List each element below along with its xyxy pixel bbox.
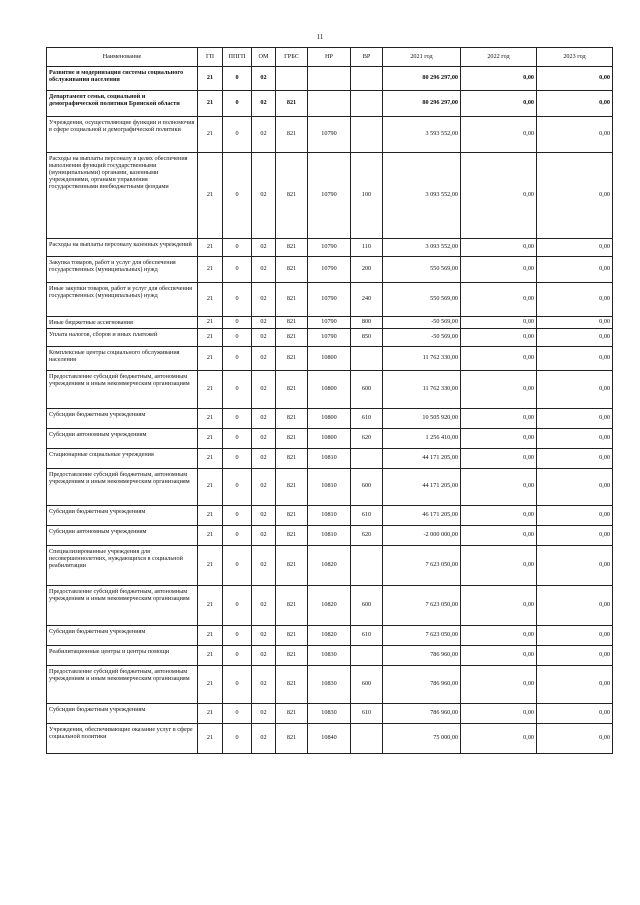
table-row — [47, 328, 613, 346]
cell-2021: 786 960,00 — [383, 703, 461, 723]
cell-ppgp: 0 — [223, 448, 252, 468]
cell-2022: 0,00 — [461, 505, 537, 525]
header-name: Наименование — [47, 48, 198, 67]
cell-gp: 21 — [198, 468, 223, 505]
cell-2022: 0,00 — [461, 703, 537, 723]
cell-grbs: 821 — [276, 723, 308, 753]
cell-ppgp: 0 — [223, 283, 252, 317]
cell-vr: 100 — [351, 153, 383, 239]
cell-ppgp: 0 — [223, 428, 252, 448]
cell-2022: 0,00 — [461, 665, 537, 703]
cell-vr: 850 — [351, 328, 383, 346]
cell-2021: 3 593 552,00 — [383, 117, 461, 153]
cell-2021: -50 569,00 — [383, 317, 461, 329]
cell-om: 02 — [252, 153, 276, 239]
cell-vr: 200 — [351, 257, 383, 283]
table-row — [47, 239, 613, 257]
cell-gp: 21 — [198, 665, 223, 703]
cell-ppgp: 0 — [223, 328, 252, 346]
cell-ppgp: 0 — [223, 505, 252, 525]
header-nr: НР — [308, 48, 351, 67]
cell-name: Субсидии автономным учреждениям — [47, 428, 198, 448]
cell-gp: 21 — [198, 525, 223, 545]
cell-grbs: 821 — [276, 525, 308, 545]
cell-2022: 0,00 — [461, 67, 537, 91]
cell-2023: 0,00 — [537, 370, 613, 408]
cell-om: 02 — [252, 525, 276, 545]
cell-gp: 21 — [198, 645, 223, 665]
cell-2021: -2 000 000,00 — [383, 525, 461, 545]
cell-gp: 21 — [198, 67, 223, 91]
cell-gp: 21 — [198, 545, 223, 585]
cell-ppgp: 0 — [223, 317, 252, 329]
cell-grbs: 821 — [276, 283, 308, 317]
cell-2021: 786 960,00 — [383, 645, 461, 665]
cell-ppgp: 0 — [223, 645, 252, 665]
cell-2022: 0,00 — [461, 370, 537, 408]
table-row — [47, 525, 613, 545]
cell-name: Иные бюджетные ассигнования — [47, 317, 198, 329]
cell-nr: 10830 — [308, 645, 351, 665]
table-row — [47, 283, 613, 317]
cell-grbs: 821 — [276, 505, 308, 525]
cell-vr: 610 — [351, 703, 383, 723]
cell-2021: 10 505 920,00 — [383, 408, 461, 428]
cell-grbs: 821 — [276, 545, 308, 585]
cell-om: 02 — [252, 117, 276, 153]
cell-ppgp: 0 — [223, 408, 252, 428]
cell-gp: 21 — [198, 703, 223, 723]
cell-2021: 7 623 050,00 — [383, 585, 461, 625]
cell-2023: 0,00 — [537, 117, 613, 153]
cell-2023: 0,00 — [537, 585, 613, 625]
table-row — [47, 370, 613, 408]
cell-gp: 21 — [198, 153, 223, 239]
table-header-row — [47, 48, 613, 67]
cell-om: 02 — [252, 239, 276, 257]
cell-2023: 0,00 — [537, 239, 613, 257]
cell-nr: 10800 — [308, 346, 351, 370]
cell-grbs: 821 — [276, 117, 308, 153]
header-gp: ГП — [198, 48, 223, 67]
cell-gp: 21 — [198, 370, 223, 408]
cell-om: 02 — [252, 665, 276, 703]
cell-nr: 10790 — [308, 257, 351, 283]
cell-2023: 0,00 — [537, 67, 613, 91]
cell-vr — [351, 91, 383, 117]
cell-2023: 0,00 — [537, 723, 613, 753]
cell-2022: 0,00 — [461, 153, 537, 239]
cell-2022: 0,00 — [461, 525, 537, 545]
cell-2021: 11 762 330,00 — [383, 370, 461, 408]
cell-2021: 3 093 552,00 — [383, 239, 461, 257]
cell-name: Предоставление субсидий бюджетным, автономным учреждениям и иным некоммерческим организациям — [47, 585, 198, 625]
cell-om: 02 — [252, 257, 276, 283]
cell-grbs: 821 — [276, 153, 308, 239]
cell-2021: 75 000,00 — [383, 723, 461, 753]
table-row — [47, 468, 613, 505]
cell-om: 02 — [252, 585, 276, 625]
cell-2023: 0,00 — [537, 317, 613, 329]
table-row — [47, 153, 613, 239]
cell-vr — [351, 723, 383, 753]
cell-om: 02 — [252, 317, 276, 329]
table-row — [47, 703, 613, 723]
table-row — [47, 625, 613, 645]
cell-om: 02 — [252, 645, 276, 665]
cell-gp: 21 — [198, 428, 223, 448]
cell-2021: 80 296 297,00 — [383, 91, 461, 117]
cell-gp: 21 — [198, 625, 223, 645]
cell-vr: 600 — [351, 370, 383, 408]
cell-om: 02 — [252, 91, 276, 117]
cell-name: Субсидии бюджетным учреждениям — [47, 703, 198, 723]
cell-gp: 21 — [198, 505, 223, 525]
cell-nr: 10800 — [308, 408, 351, 428]
cell-name: Субсидии бюджетным учреждениям — [47, 625, 198, 645]
cell-vr: 600 — [351, 585, 383, 625]
cell-2021: 80 296 297,00 — [383, 67, 461, 91]
cell-2022: 0,00 — [461, 723, 537, 753]
cell-2023: 0,00 — [537, 428, 613, 448]
header-vr: ВР — [351, 48, 383, 67]
cell-gp: 21 — [198, 328, 223, 346]
cell-ppgp: 0 — [223, 665, 252, 703]
cell-grbs: 821 — [276, 468, 308, 505]
cell-2022: 0,00 — [461, 317, 537, 329]
cell-ppgp: 0 — [223, 117, 252, 153]
cell-name: Субсидии автономным учреждениям — [47, 525, 198, 545]
cell-nr: 10790 — [308, 328, 351, 346]
cell-2023: 0,00 — [537, 283, 613, 317]
cell-grbs: 821 — [276, 645, 308, 665]
cell-2023: 0,00 — [537, 665, 613, 703]
table-row — [47, 117, 613, 153]
cell-vr: 110 — [351, 239, 383, 257]
cell-name: Развитие и модернизация системы социального обслуживания населения — [47, 67, 198, 91]
cell-gp: 21 — [198, 117, 223, 153]
cell-om: 02 — [252, 346, 276, 370]
cell-nr: 10790 — [308, 153, 351, 239]
cell-vr: 620 — [351, 428, 383, 448]
cell-om: 02 — [252, 448, 276, 468]
cell-2021: 1 256 410,00 — [383, 428, 461, 448]
cell-nr: 10790 — [308, 117, 351, 153]
cell-name: Предоставление субсидий бюджетным, автономным учреждениям и иным некоммерческим организациям — [47, 370, 198, 408]
cell-nr — [308, 67, 351, 91]
cell-name: Комплексные центры социального обслуживания населения — [47, 346, 198, 370]
cell-2023: 0,00 — [537, 408, 613, 428]
cell-nr: 10810 — [308, 468, 351, 505]
cell-2021: 7 623 050,00 — [383, 625, 461, 645]
cell-vr: 610 — [351, 505, 383, 525]
cell-name: Департамент семьи, социальной и демографической политики Брянской области — [47, 91, 198, 117]
cell-ppgp: 0 — [223, 153, 252, 239]
cell-gp: 21 — [198, 585, 223, 625]
cell-2022: 0,00 — [461, 257, 537, 283]
cell-nr — [308, 91, 351, 117]
cell-vr: 610 — [351, 408, 383, 428]
cell-om: 02 — [252, 370, 276, 408]
cell-om: 02 — [252, 703, 276, 723]
cell-gp: 21 — [198, 283, 223, 317]
cell-ppgp: 0 — [223, 723, 252, 753]
table-row — [47, 505, 613, 525]
cell-2021: 550 569,00 — [383, 283, 461, 317]
cell-vr — [351, 346, 383, 370]
cell-2022: 0,00 — [461, 428, 537, 448]
cell-2022: 0,00 — [461, 545, 537, 585]
cell-nr: 10810 — [308, 448, 351, 468]
cell-nr: 10830 — [308, 665, 351, 703]
table-row — [47, 545, 613, 585]
header-2022: 2022 год — [461, 48, 537, 67]
cell-nr: 10800 — [308, 428, 351, 448]
header-om: ОМ — [252, 48, 276, 67]
page-number: 11 — [316, 33, 324, 41]
cell-ppgp: 0 — [223, 545, 252, 585]
cell-grbs: 821 — [276, 428, 308, 448]
table-row — [47, 428, 613, 448]
cell-name: Субсидии бюджетным учреждениям — [47, 408, 198, 428]
cell-name: Закупка товаров, работ и услуг для обеспечения государственных (муниципальных) нужд — [47, 257, 198, 283]
cell-gp: 21 — [198, 346, 223, 370]
cell-2022: 0,00 — [461, 346, 537, 370]
cell-grbs: 821 — [276, 317, 308, 329]
cell-2023: 0,00 — [537, 448, 613, 468]
table-row — [47, 408, 613, 428]
cell-ppgp: 0 — [223, 585, 252, 625]
cell-vr: 620 — [351, 525, 383, 545]
cell-2023: 0,00 — [537, 505, 613, 525]
cell-name: Предоставление субсидий бюджетным, автономным учреждениям и иным некоммерческим организациям — [47, 468, 198, 505]
cell-nr: 10840 — [308, 723, 351, 753]
cell-nr: 10820 — [308, 585, 351, 625]
cell-2022: 0,00 — [461, 468, 537, 505]
cell-ppgp: 0 — [223, 370, 252, 408]
cell-grbs: 821 — [276, 665, 308, 703]
cell-2022: 0,00 — [461, 585, 537, 625]
cell-2023: 0,00 — [537, 91, 613, 117]
cell-ppgp: 0 — [223, 468, 252, 505]
cell-vr — [351, 545, 383, 585]
cell-om: 02 — [252, 505, 276, 525]
cell-2023: 0,00 — [537, 525, 613, 545]
cell-2021: 550 569,00 — [383, 257, 461, 283]
cell-2022: 0,00 — [461, 91, 537, 117]
cell-grbs: 821 — [276, 239, 308, 257]
cell-ppgp: 0 — [223, 703, 252, 723]
table-row — [47, 67, 613, 91]
cell-2022: 0,00 — [461, 645, 537, 665]
cell-2022: 0,00 — [461, 239, 537, 257]
cell-nr: 10790 — [308, 317, 351, 329]
cell-om: 02 — [252, 723, 276, 753]
cell-2023: 0,00 — [537, 257, 613, 283]
cell-grbs: 821 — [276, 257, 308, 283]
cell-vr: 600 — [351, 665, 383, 703]
cell-gp: 21 — [198, 91, 223, 117]
cell-vr — [351, 117, 383, 153]
cell-nr: 10800 — [308, 370, 351, 408]
table-row — [47, 91, 613, 117]
table-row — [47, 317, 613, 329]
cell-vr: 800 — [351, 317, 383, 329]
cell-grbs: 821 — [276, 328, 308, 346]
cell-2022: 0,00 — [461, 283, 537, 317]
cell-vr: 600 — [351, 468, 383, 505]
cell-grbs: 821 — [276, 448, 308, 468]
cell-om: 02 — [252, 328, 276, 346]
cell-2021: 3 093 552,00 — [383, 153, 461, 239]
table-body — [47, 67, 613, 754]
cell-vr — [351, 645, 383, 665]
cell-name: Стационарные социальные учреждения — [47, 448, 198, 468]
table-row — [47, 665, 613, 703]
cell-2022: 0,00 — [461, 408, 537, 428]
cell-ppgp: 0 — [223, 239, 252, 257]
cell-ppgp: 0 — [223, 67, 252, 91]
cell-ppgp: 0 — [223, 91, 252, 117]
cell-gp: 21 — [198, 239, 223, 257]
cell-gp: 21 — [198, 317, 223, 329]
cell-om: 02 — [252, 545, 276, 585]
cell-name: Реабилитационные центры и центры помощи — [47, 645, 198, 665]
cell-grbs: 821 — [276, 408, 308, 428]
table-row — [47, 723, 613, 753]
cell-om: 02 — [252, 428, 276, 448]
cell-name: Специализированные учреждения для несовершеннолетних, нуждающихся в социальной реабилитации — [47, 545, 198, 585]
cell-om: 02 — [252, 67, 276, 91]
cell-vr: 610 — [351, 625, 383, 645]
table-row — [47, 585, 613, 625]
cell-om: 02 — [252, 408, 276, 428]
cell-ppgp: 0 — [223, 525, 252, 545]
cell-name: Учреждения, обеспечивающие оказание услуг в сфере социальной политики — [47, 723, 198, 753]
table-row — [47, 645, 613, 665]
cell-om: 02 — [252, 625, 276, 645]
header-2023: 2023 год — [537, 48, 613, 67]
cell-2023: 0,00 — [537, 645, 613, 665]
cell-name: Расходы на выплаты персоналу казенных учреждений — [47, 239, 198, 257]
cell-vr — [351, 67, 383, 91]
cell-vr: 240 — [351, 283, 383, 317]
cell-nr: 10820 — [308, 625, 351, 645]
cell-ppgp: 0 — [223, 346, 252, 370]
cell-nr: 10790 — [308, 283, 351, 317]
cell-nr: 10820 — [308, 545, 351, 585]
cell-ppgp: 0 — [223, 625, 252, 645]
cell-2023: 0,00 — [537, 625, 613, 645]
cell-2022: 0,00 — [461, 625, 537, 645]
cell-name: Учреждения, осуществляющие функции и полномочия в сфере социальной и демографической политики — [47, 117, 198, 153]
cell-gp: 21 — [198, 257, 223, 283]
cell-nr: 10810 — [308, 525, 351, 545]
cell-2021: 7 623 050,00 — [383, 545, 461, 585]
cell-ppgp: 0 — [223, 257, 252, 283]
cell-grbs: 821 — [276, 370, 308, 408]
cell-grbs — [276, 67, 308, 91]
cell-name: Уплата налогов, сборов и иных платежей — [47, 328, 198, 346]
header-2021: 2021 год — [383, 48, 461, 67]
cell-2021: -50 569,00 — [383, 328, 461, 346]
header-grbs: ГРБС — [276, 48, 308, 67]
cell-gp: 21 — [198, 448, 223, 468]
cell-name: Иные закупки товаров, работ и услуг для обеспечения государственных (муниципальных) нужд — [47, 283, 198, 317]
cell-2021: 46 171 205,00 — [383, 505, 461, 525]
cell-om: 02 — [252, 283, 276, 317]
cell-2021: 11 762 330,00 — [383, 346, 461, 370]
table-row — [47, 257, 613, 283]
cell-2022: 0,00 — [461, 328, 537, 346]
cell-2023: 0,00 — [537, 468, 613, 505]
cell-grbs: 821 — [276, 91, 308, 117]
cell-2023: 0,00 — [537, 703, 613, 723]
cell-nr: 10830 — [308, 703, 351, 723]
cell-grbs: 821 — [276, 585, 308, 625]
cell-2023: 0,00 — [537, 328, 613, 346]
cell-gp: 21 — [198, 723, 223, 753]
cell-grbs: 821 — [276, 346, 308, 370]
cell-2023: 0,00 — [537, 545, 613, 585]
budget-table — [46, 47, 613, 754]
cell-2023: 0,00 — [537, 346, 613, 370]
cell-grbs: 821 — [276, 703, 308, 723]
cell-nr: 10810 — [308, 505, 351, 525]
cell-vr — [351, 448, 383, 468]
cell-name: Предоставление субсидий бюджетным, автономным учреждениям и иным некоммерческим организациям — [47, 665, 198, 703]
cell-name: Субсидии бюджетным учреждениям — [47, 505, 198, 525]
cell-nr: 10790 — [308, 239, 351, 257]
table-row — [47, 346, 613, 370]
cell-om: 02 — [252, 468, 276, 505]
cell-gp: 21 — [198, 408, 223, 428]
header-ppgp: ППГП — [223, 48, 252, 67]
cell-2022: 0,00 — [461, 448, 537, 468]
cell-2021: 44 171 205,00 — [383, 448, 461, 468]
cell-2021: 44 171 205,00 — [383, 468, 461, 505]
cell-2021: 786 960,00 — [383, 665, 461, 703]
cell-2022: 0,00 — [461, 117, 537, 153]
cell-grbs: 821 — [276, 625, 308, 645]
cell-2023: 0,00 — [537, 153, 613, 239]
table-row — [47, 448, 613, 468]
cell-name: Расходы на выплаты персоналу в целях обеспечения выполнения функций государственными (муниципальными) органами, казенными учреждениями, органами управления государственными внебюджетными фондами — [47, 153, 198, 239]
